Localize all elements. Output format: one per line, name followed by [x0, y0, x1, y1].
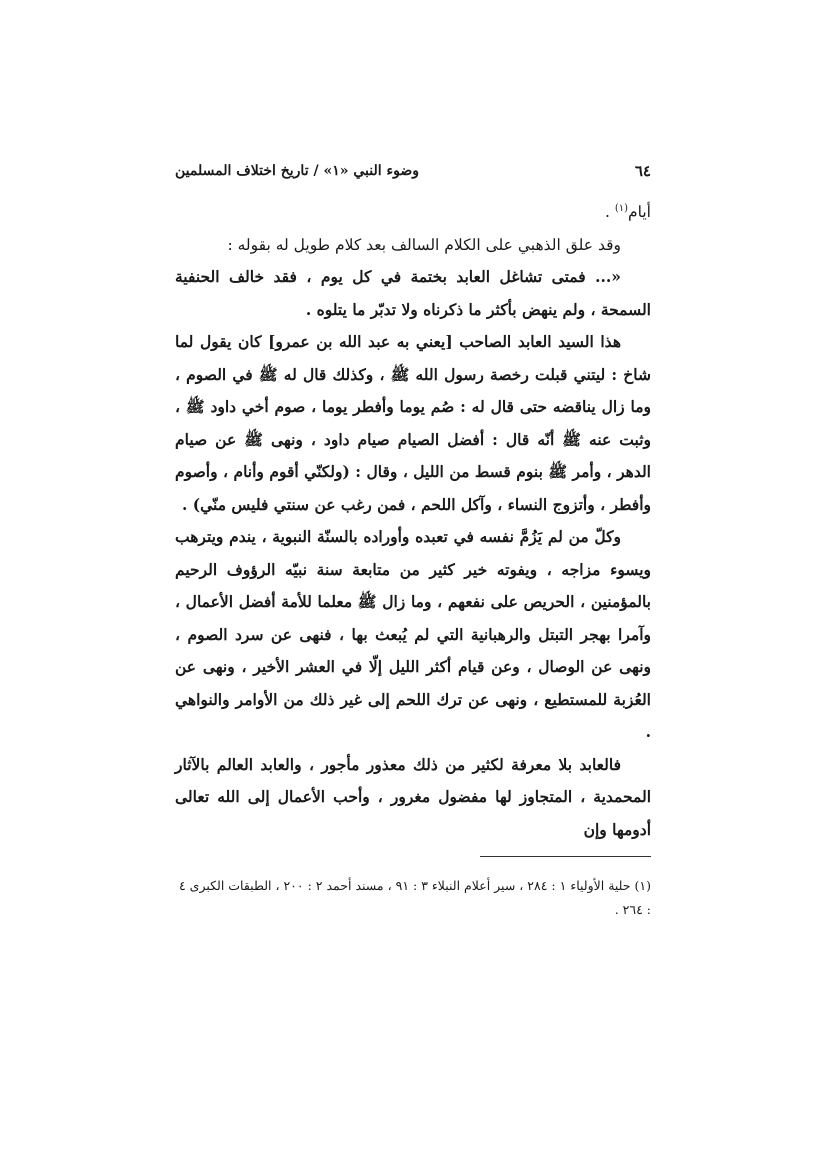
paragraph-5: وكلّ من لم يَزُمَّ نفسه في تعبده وأوراده بالسنّة النبوية ، يندم ويترهب ويسوء مزاجه ، ويفوته خير كثير من متابعة سنة نبيّه الرؤوف الرحيم بالمؤمنين ، الحريص على نفعهم ، وما زال ﷺ معلما للأمة أفضل الأعمال ، وآمرا بهجر التبتل والرهبانية التي لم يُبعث بها ، فنهى عن سرد الصوم ، ونهى عن الوصال ، وعن قيام أكثر الليل إلّا في العشر الأخير ، ونهى عن العُزبة للمستطيع ، ونهى عن ترك اللحم إلى غير ذلك من الأوامر والنواهي . — [175, 527, 651, 741]
footnote-divider — [480, 856, 651, 857]
footnote-1-line-2: : ٢٦٤ . — [614, 902, 651, 917]
page-header — [175, 158, 651, 184]
main-text — [175, 196, 651, 846]
paragraph-1 — [175, 196, 651, 229]
paragraph-3: «... فمتى تشاغل العابد بختمة في كل يوم ، فقد خالف الحنفية السمحة ، ولم ينهض بأكثر ما ذكرناه ولا تدبّر ما يتلوه . — [175, 267, 651, 319]
running-title: وضوء النبي «١» / تاريخ اختلاف المسلمين — [175, 163, 419, 179]
page-number: ٦٤ — [634, 162, 651, 180]
footnote-marker: (١) — [614, 202, 629, 214]
paragraph-2: وقد علق الذهبي على الكلام السالف بعد كلام طويل له بقوله : — [227, 235, 621, 254]
paragraph-6: فالعابد بلا معرفة لكثير من ذلك معذور مأجور ، والعابد العالم بالآثار المحمدية ، المتجاوز لها مفضول مغرور ، وأحب الأعمال إلى الله تعالى أدومها وإن — [175, 754, 651, 839]
footnotes — [175, 874, 651, 922]
footnote-1-line-1: (١) حلية الأولياء ١ : ٢٨٤ ، سير أعلام النبلاء ٣ : ٩١ ، مسند أحمد ٢ : ٢٠٠ ، الطبقات الكبرى ٤ — [178, 878, 651, 893]
paragraph-4: هذا السيد العابد الصاحب [يعني به عبد الله بن عمرو] كان يقول لما شاخ : ليتني قبلت رخصة رسول الله ﷺ ، وكذلك قال له ﷺ في الصوم ، وما زال يناقضه حتى قال له : صُم يوما وأفطر يوما ، صوم أخي داود ﷺ ، وثبت عنه ﷺ أنّه قال : أفضل الصيام صيام داود ، ونهى ﷺ عن صيام الدهر ، وأمر ﷺ بنوم قسط من الليل ، وقال : (ولكنّي أقوم وأنام ، وأصوم وأفطر ، وأتزوج النساء ، وآكل اللحم ، فمن رغب عن سنتي فليس منّي) . — [175, 332, 651, 514]
paragraph-1-text: أيام — [628, 203, 651, 221]
paragraph-1-end: . — [605, 203, 615, 221]
